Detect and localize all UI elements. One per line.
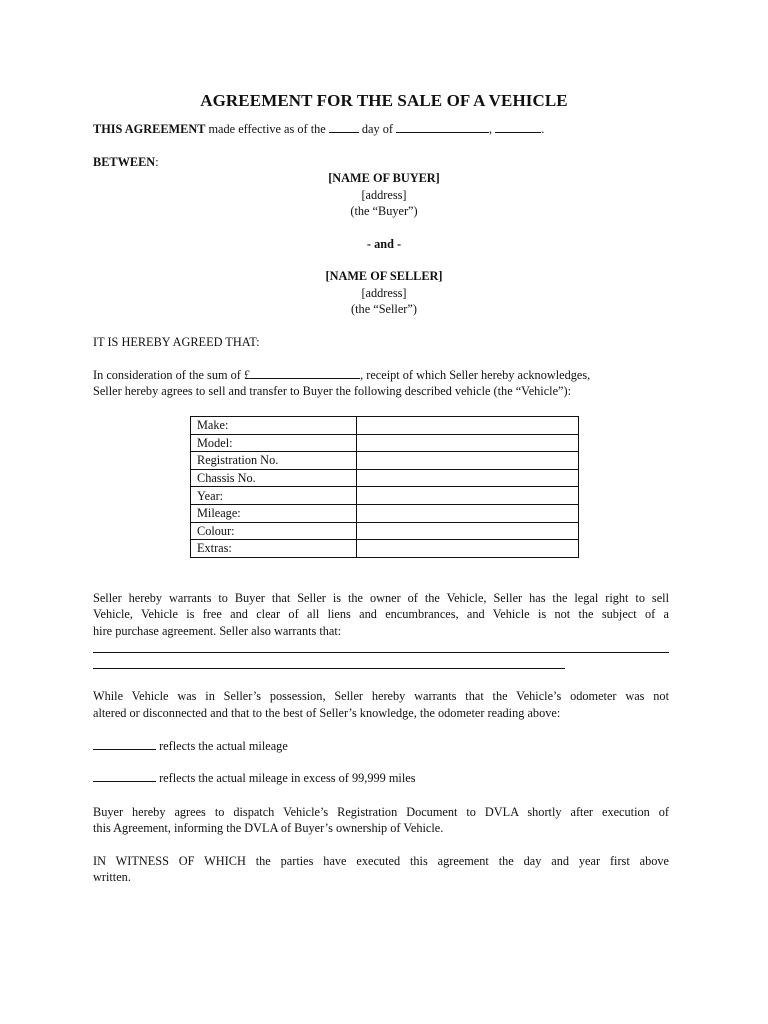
- vehicle-table-row: [191, 504, 579, 522]
- seller-name: [NAME OF SELLER]: [325, 269, 443, 283]
- mileage-option-2: [93, 770, 669, 787]
- between-line: [93, 154, 669, 171]
- price-blank[interactable]: [250, 367, 360, 379]
- year-blank[interactable]: [495, 121, 541, 133]
- dispatch-line-1: Buyer hereby agrees to dispatch Vehicle’s Registration Document to DVLA shortly after execution of: [93, 805, 669, 819]
- vehicle-field-value[interactable]: [357, 452, 579, 470]
- vehicle-table-row: [191, 417, 579, 435]
- mileage-option-1-blank[interactable]: [93, 738, 156, 750]
- seller-address: [address]: [361, 286, 407, 300]
- mileage-option-1-text: reflects the actual mileage: [156, 739, 288, 753]
- intro-text-4: .: [541, 122, 545, 136]
- dispatch-line-2: this Agreement, informing the DVLA of Buyer’s ownership of Vehicle.: [93, 821, 444, 835]
- vehicle-table-row: [191, 540, 579, 558]
- vehicle-field-label: Make:: [191, 417, 357, 435]
- warranty-line-3: hire purchase agreement. Seller also warrants that:: [93, 624, 342, 638]
- vehicle-table-row: [191, 434, 579, 452]
- mileage-option-2-blank[interactable]: [93, 770, 156, 782]
- consideration-text-1b: , receipt of which Seller hereby acknowledges,: [360, 368, 591, 382]
- odometer-line-1: While Vehicle was in Seller’s possession, Seller hereby warrants that the Vehicle’s odometer was not: [93, 689, 669, 703]
- mileage-option-1: [93, 738, 669, 755]
- consideration-line-1: [93, 367, 669, 384]
- day-blank[interactable]: [329, 121, 359, 133]
- vehicle-field-label: Chassis No.: [191, 469, 357, 487]
- witness-line-1: IN WITNESS OF WHICH the parties have executed this agreement the day and year first above: [93, 854, 669, 868]
- document-title: AGREEMENT FOR THE SALE OF A VEHICLE: [200, 91, 568, 110]
- vehicle-table-row: [191, 452, 579, 470]
- vehicle-field-label: Year:: [191, 487, 357, 505]
- warranty-line-2: Vehicle, Vehicle is free and clear of all liens and encumbrances, and Vehicle is not the subject of a: [93, 607, 669, 621]
- vehicle-table-row: [191, 487, 579, 505]
- mileage-option-2-text: reflects the actual mileage in excess of 99,999 miles: [156, 771, 416, 785]
- vehicle-field-label: Extras:: [191, 540, 357, 558]
- vehicle-field-label: Registration No.: [191, 452, 357, 470]
- agreed-heading: IT IS HEREBY AGREED THAT:: [93, 335, 260, 349]
- consideration-line-2: Seller hereby agrees to sell and transfer to Buyer the following described vehicle (the “Vehicle”):: [93, 384, 572, 398]
- vehicle-field-value[interactable]: [357, 469, 579, 487]
- vehicle-table-row: [191, 522, 579, 540]
- intro-line: [93, 121, 669, 138]
- consideration-text-1a: In consideration of the sum of £: [93, 368, 251, 382]
- vehicle-field-value[interactable]: [357, 417, 579, 435]
- vehicle-field-label: Colour:: [191, 522, 357, 540]
- witness-line-2: written.: [93, 870, 131, 884]
- intro-text-2: day of: [358, 122, 397, 136]
- month-blank[interactable]: [396, 121, 489, 133]
- vehicle-field-value[interactable]: [357, 504, 579, 522]
- buyer-address: [address]: [361, 188, 407, 202]
- vehicle-field-value[interactable]: [357, 487, 579, 505]
- buyer-role: (the “Buyer”): [350, 204, 418, 218]
- and-separator: - and -: [366, 237, 402, 251]
- seller-role: (the “Seller”): [351, 302, 417, 316]
- intro-text-3: ,: [489, 122, 496, 136]
- vehicle-field-value[interactable]: [357, 540, 579, 558]
- vehicle-field-value[interactable]: [357, 522, 579, 540]
- between-colon: :: [155, 155, 159, 169]
- vehicle-field-label: Model:: [191, 434, 357, 452]
- vehicle-field-value[interactable]: [357, 434, 579, 452]
- buyer-name: [NAME OF BUYER]: [328, 171, 440, 185]
- intro-bold: THIS AGREEMENT: [93, 122, 206, 136]
- warranty-blank-line-1[interactable]: [93, 652, 669, 653]
- vehicle-field-label: Mileage:: [191, 504, 357, 522]
- intro-text-1: made effective as of the: [205, 122, 329, 136]
- warranty-blank-line-2[interactable]: [93, 668, 565, 669]
- vehicle-details-table: [190, 416, 579, 558]
- vehicle-table-row: [191, 469, 579, 487]
- between-label: BETWEEN: [93, 155, 156, 169]
- warranty-line-1: Seller hereby warrants to Buyer that Seller is the owner of the Vehicle, Seller has the legal right to sell: [93, 591, 669, 605]
- odometer-line-2: altered or disconnected and that to the best of Seller’s knowledge, the odometer reading above:: [93, 706, 561, 720]
